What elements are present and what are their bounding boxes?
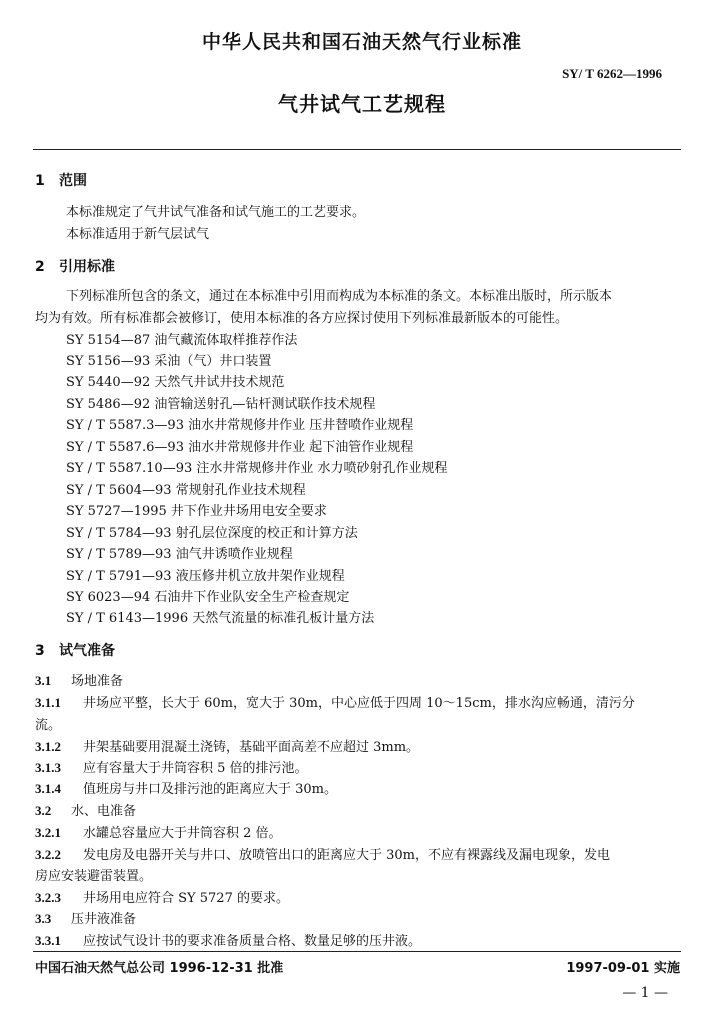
clause-3-1-4 [35,778,337,797]
clause-3-2-2-cont: 房应安装避雷装置。 [35,869,153,884]
clause-number: 3.1 [35,673,52,688]
document-title: 气井试气工艺规程 [278,92,446,116]
reference-item: SY / T 5784—93 射孔层位深度的校正和计算方法 [66,526,358,541]
org-standard-header: 中华人民共和国石油天然气行业标准 [201,31,522,53]
reference-item: SY / T 5587.6—93 油水井常规修井作业 起下油管作业规程 [66,440,414,455]
clause-text: 水、电准备 [71,804,137,819]
section-3-number: 3 [35,643,45,659]
clause-number: 3.1.1 [35,695,61,710]
clause-text: 井架基础要用混凝土浇铸，基础平面高差不应超过 3mm。 [83,740,420,755]
reference-item: SY 5727—1995 井下作业井场用电安全要求 [66,504,327,519]
clause-3-1-1 [35,692,635,711]
section-1-number: 1 [35,173,45,189]
section-2-number: 2 [35,259,45,275]
clause-number: 3.2.2 [35,847,61,862]
reference-item: SY 5486—92 油管输送射孔—钻杆测试联作技术规程 [66,397,376,412]
reference-item: SY / T 5587.10—93 注水井常规修井作业 水力喷砂射孔作业规程 [66,461,448,476]
clause-3-1 [35,670,123,689]
clause-text: 压井液准备 [71,912,137,927]
clause-3-1-2 [35,736,419,755]
section-3-heading [35,640,115,660]
clause-3-3 [35,908,136,927]
clause-3-3-1 [35,930,421,949]
clause-3-2-3 [35,887,289,906]
clause-text: 值班房与井口及排污池的距离应大于 30m。 [83,782,338,797]
clause-text: 井场应平整，长大于 60m，宽大于 30m，中心应低于四周 10～15cm，排水沟应畅通，清污分 [83,696,635,711]
reference-item: SY 5440—92 天然气井试井技术规范 [66,375,285,390]
section-1-line: 本标准规定了气井试气准备和试气施工的工艺要求。 [66,205,366,220]
section-1-title: 范围 [59,173,87,189]
section-3-title: 试气准备 [59,643,115,659]
clause-text: 应按试气设计书的要求准备质量合格、数量足够的压井液。 [83,934,422,949]
clause-3-2-2 [35,844,610,863]
section-2-title: 引用标准 [59,259,115,275]
standard-number: SY/ T 6262—1996 [562,66,662,81]
clause-number: 3.2.3 [35,890,61,905]
title-divider [33,149,681,150]
approval-note: 中国石油天然气总公司 1996-12-31 批准 [35,961,284,976]
clause-text: 场地准备 [71,674,124,689]
clause-number: 3.3 [35,911,52,926]
section-2-intro: 下列标准所包含的条文，通过在本标准中引用而构成为本标准的条文。本标准出版时，所示版本 [66,289,613,304]
reference-item: SY / T 6143—1996 天然气流量的标准孔板计量方法 [66,611,375,626]
clause-number: 3.1.3 [35,760,61,775]
clause-text: 水罐总容量应大于井筒容积 2 倍。 [83,826,282,841]
clause-3-2 [35,800,136,819]
reference-item: SY / T 5604—93 常规射孔作业技术规程 [66,483,306,498]
clause-number: 3.3.1 [35,933,61,948]
page-number: — 1 — [622,985,668,1001]
reference-item: SY / T 5789—93 油气井诱喷作业规程 [66,547,293,562]
section-2-heading [35,256,115,276]
clause-number: 3.1.4 [35,781,61,796]
section-1-line: 本标准适用于新气层试气 [66,227,210,242]
clause-3-1-3 [35,757,308,776]
footer-divider [33,951,681,952]
reference-item: SY 5154—87 油气藏流体取样推荐作法 [66,333,298,348]
clause-3-2-1 [35,822,282,841]
clause-text: 发电房及电器开关与井口、放喷管出口的距离应大于 30m，不应有裸露线及漏电现象，发电 [83,848,611,863]
clause-3-1-1-cont: 流。 [35,718,62,733]
implementation-date: 1997-09-01 实施 [566,961,680,976]
clause-number: 3.2.1 [35,825,61,840]
reference-item: SY 6023—94 石油井下作业队安全生产检查规定 [66,590,350,605]
clause-number: 3.2 [35,803,52,818]
reference-item: SY 5156—93 采油（气）井口装置 [66,354,272,369]
section-1-heading [35,170,87,190]
reference-item: SY / T 5587.3—93 油水井常规修井作业 压井替喷作业规程 [66,418,414,433]
section-2-intro-cont: 均为有效。所有标准都会被修订，使用本标准的各方应探讨使用下列标准最新版本的可能性。 [35,311,569,326]
reference-item: SY / T 5791—93 液压修井机立放井架作业规程 [66,569,345,584]
clause-text: 井场用电应符合 SY 5727 的要求。 [83,891,289,906]
clause-text: 应有容量大于井筒容积 5 倍的排污池。 [83,761,308,776]
clause-number: 3.1.2 [35,739,61,754]
